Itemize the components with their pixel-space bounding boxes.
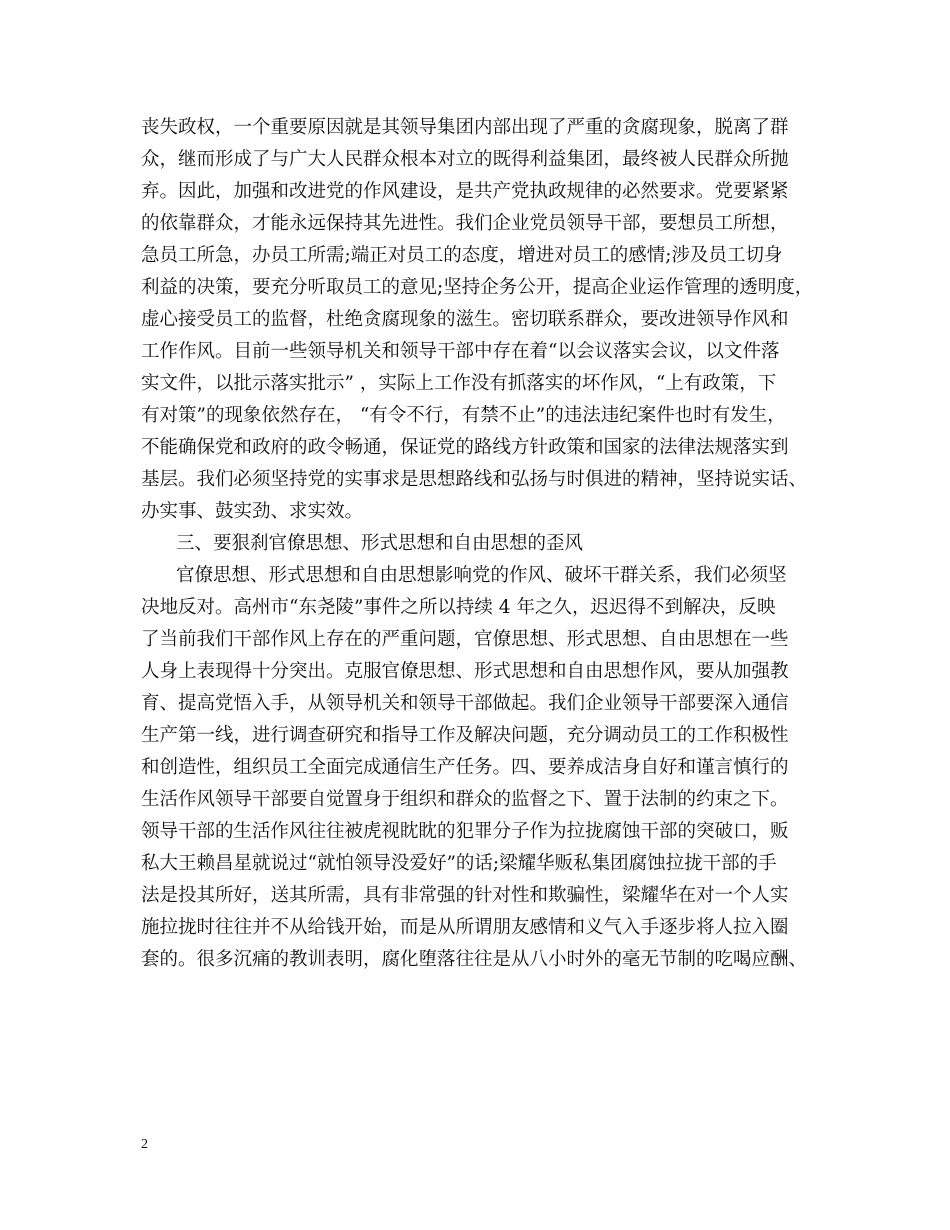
section-heading: 三、要狠刹官僚思想、形式思想和自由思想的歪风 [176, 533, 584, 554]
text-line: 工作作风。目前一些领导机关和领导干部中存在着“以会议落实会议，以文件落 [141, 341, 780, 362]
text-line: 生产第一线，进行调查研究和指导工作及解决问题，充分调动员工的工作积极性 [141, 725, 789, 746]
text-line: 众，继而形成了与广大人民群众根本对立的既得利益集团，最终被人民群众所抛 [141, 149, 789, 170]
text-line: 套的。很多沉痛的教训表明，腐化堕落往往是从八小时外的毫无节制的吃喝应酬、 [141, 949, 808, 970]
text-line: 施拉拢时往往并不从给钱开始，而是从所谓朋友感情和义气入手逐步将人拉入圈 [141, 917, 789, 938]
text-line: 虚心接受员工的监督，杜绝贪腐现象的滋生。密切联系群众，要改进领导作风和 [141, 309, 789, 330]
text-line: 利益的决策，要充分听取员工的意见;坚持企务公开，提高企业运作管理的透明度， [141, 277, 814, 298]
text-line: 实文件，以批示落实批示” ，实际上工作没有抓落实的坏作风，“上有政策，下 [141, 373, 777, 394]
paragraph-first-line: 官僚思想、形式思想和自由思想影响党的作风、破坏干群关系，我们必须坚 [176, 565, 787, 586]
text-line: 不能确保党和政府的政令畅通，保证党的路线方针政策和国家的法律法规落实到 [141, 437, 789, 458]
document-body [141, 112, 831, 976]
text-line: 法是投其所好，送其所需，具有非常强的针对性和欺骗性，梁耀华在对一个人实 [141, 885, 789, 906]
text-line: 丧失政权，一个重要原因就是其领导集团内部出现了严重的贪腐现象，脱离了群 [141, 117, 789, 138]
text-line: 和创造性，组织员工全面完成通信生产任务。四、要养成洁身自好和谨言慎行的 [141, 757, 789, 778]
text-line: 基层。我们必须坚持党的实事求是思想路线和弘扬与时俱进的精神，坚持说实话、 [141, 469, 808, 490]
text-line: 生活作风领导干部要自觉置身于组织和群众的监督之下、置于法制的约束之下。 [141, 789, 789, 810]
text-line: 育、提高党悟入手，从领导机关和领导干部做起。我们企业领导干部要深入通信 [141, 693, 789, 714]
text-line: 私大王赖昌星就说过“就怕领导没爱好”的话;梁耀华贩私集团腐蚀拉拢干部的手 [141, 853, 777, 874]
text-line: 人身上表现得十分突出。克服官僚思想、形式思想和自由思想作风，要从加强教 [141, 661, 789, 682]
text-line: 的依靠群众，才能永远保持其先进性。我们企业党员领导干部，要想员工所想， [141, 213, 789, 234]
text-line: 决地反对。高州市“东尧陵”事件之所以持续 4 年之久，迟迟得不到解决，反映 [141, 597, 776, 618]
text-line: 领导干部的生活作风往往被虎视眈眈的犯罪分子作为拉拢腐蚀干部的突破口，贩 [141, 821, 789, 842]
text-line: 弃。因此，加强和改进党的作风建设，是共产党执政规律的必然要求。党要紧紧 [141, 181, 789, 202]
page-number: 2 [141, 1137, 148, 1152]
text-line: 有对策”的现象依然存在， “有令不行，有禁不止”的违法违纪案件也时有发生， [141, 405, 786, 426]
text-line: 了当前我们干部作风上存在的严重问题，官僚思想、形式思想、自由思想在一些 [141, 629, 789, 650]
text-line: 急员工所急，办员工所需;端正对员工的态度，增进对员工的感情;涉及员工切身 [141, 245, 783, 266]
text-line: 办实事、鼓实劲、求实效。 [141, 501, 364, 522]
